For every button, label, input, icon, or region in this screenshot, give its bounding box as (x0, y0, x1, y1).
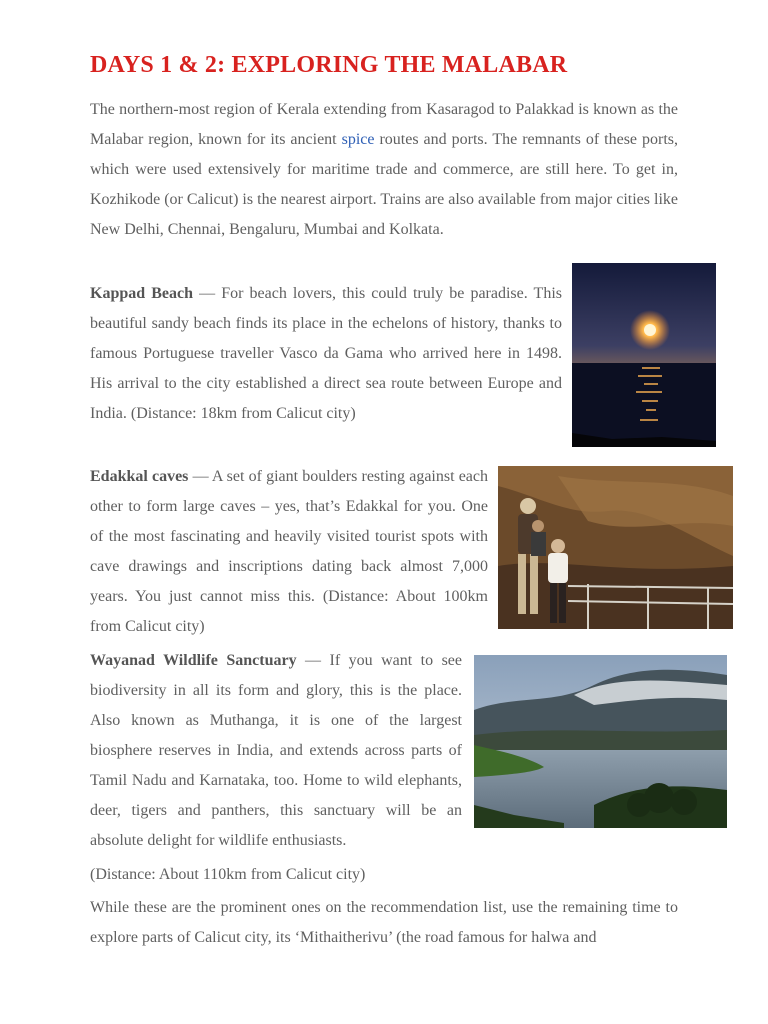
kappad-heading: Kappad Beach (90, 285, 194, 302)
kappad-beach-sunset-photo (572, 263, 716, 447)
page-title: DAYS 1 & 2: EXPLORING THE MALABAR (90, 52, 568, 78)
wayanad-text: — If you want to see biodiversity in all its form and glory, this is the place. Also known as Muthanga, it is one of the largest biosphere reserves in India, and extends across parts of Tamil Nadu and Karnataka, too. Home to wild elephants, deer, tigers and panthers, this sanctuary will be an absolute delight for wildlife enthusiasts. (90, 652, 462, 849)
edakkal-text: — A set of giant boulders resting against each other to form large caves – yes, that’s Edakkal for you. One of the most fascinating and heavily visited tourist spots with cave drawings and inscriptions dating back almost 7,000 years. You just cannot miss this. (Distance: About 100km from Calicut city) (90, 468, 488, 635)
closing-paragraph: While these are the prominent ones on the recommendation list, use the remaining time to explore parts of Calicut city, its ‘Mithaitherivu’ (the road famous for halwa and (90, 899, 678, 946)
wayanad-distance: (Distance: About 110km from Calicut city) (90, 866, 366, 883)
kappad-text: — For beach lovers, this could truly be paradise. This beautiful sandy beach finds its place in the echelons of history, thanks to famous Portuguese traveller Vasco da Gama who arrived here in 1498. His arrival to the city established a direct sea route between Europe and India. (Distance: 18km from Calicut city) (90, 285, 563, 422)
edakkal-paragraph (90, 462, 488, 642)
kappad-paragraph (90, 279, 562, 429)
wayanad-heading: Wayanad Wildlife Sanctuary (90, 652, 297, 669)
intro-paragraph (90, 95, 678, 245)
edakkal-caves-photo (498, 466, 733, 629)
intro-text-end: routes and ports. The remnants of these ports, which were used extensively for maritime trade and commerce, are still here. To get in, Kozhikode (or Calicut) is the nearest airport. Trains are also available from major cities like New Delhi, Chennai, Bengaluru, Mumbai and Kolkata. (90, 131, 678, 238)
wayanad-sanctuary-photo (474, 655, 727, 828)
intro-text-start: The northern-most region of Kerala extending from Kasaragod to Palakkad is known as the Malabar region, known for its ancient (90, 101, 678, 148)
edakkal-heading: Edakkal caves (90, 468, 189, 485)
spice-link[interactable]: spice (341, 131, 375, 148)
wayanad-paragraph (90, 646, 462, 856)
